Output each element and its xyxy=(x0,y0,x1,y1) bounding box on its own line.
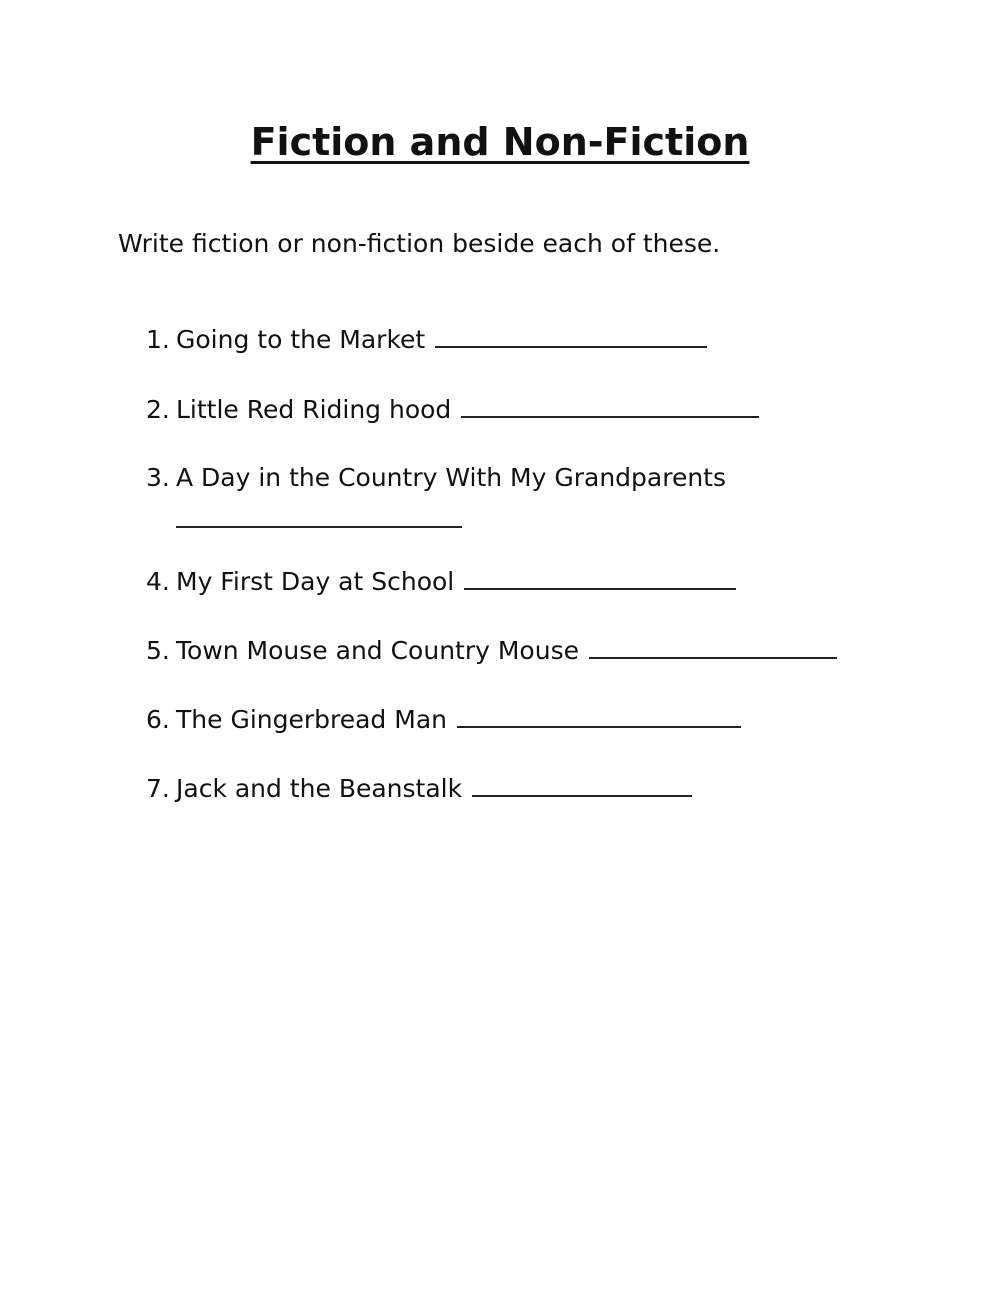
item-label: Going to the Market xyxy=(176,325,426,354)
list-item xyxy=(146,636,837,665)
item-number: 5. xyxy=(146,636,170,665)
item-label: Town Mouse and Country Mouse xyxy=(176,636,579,665)
item-label: My First Day at School xyxy=(176,567,455,596)
instructions-text: Write fiction or non-fiction beside each of these. xyxy=(118,229,721,258)
list-item xyxy=(146,395,759,424)
item-label: A Day in the Country With My Grandparents xyxy=(176,463,727,492)
answer-blank[interactable] xyxy=(589,657,837,659)
list-item xyxy=(146,325,707,354)
item-number: 4. xyxy=(146,567,170,596)
list-item xyxy=(146,567,736,596)
item-label: The Gingerbread Man xyxy=(176,705,447,734)
list-item xyxy=(146,463,726,492)
answer-blank[interactable] xyxy=(461,416,759,418)
item-number: 3. xyxy=(146,463,170,492)
item-number: 7. xyxy=(146,774,170,803)
item-label: Little Red Riding hood xyxy=(176,395,452,424)
item-label: Jack and the Beanstalk xyxy=(176,774,463,803)
page-title: Fiction and Non-Fiction xyxy=(250,120,750,164)
answer-blank[interactable] xyxy=(435,346,707,348)
answer-blank[interactable] xyxy=(464,588,736,590)
list-item xyxy=(146,705,741,734)
answer-blank[interactable] xyxy=(176,526,462,528)
list-item xyxy=(146,774,692,803)
item-number: 1. xyxy=(146,325,170,354)
answer-blank[interactable] xyxy=(457,726,741,728)
answer-blank[interactable] xyxy=(472,795,692,797)
item-number: 2. xyxy=(146,395,170,424)
item-number: 6. xyxy=(146,705,170,734)
